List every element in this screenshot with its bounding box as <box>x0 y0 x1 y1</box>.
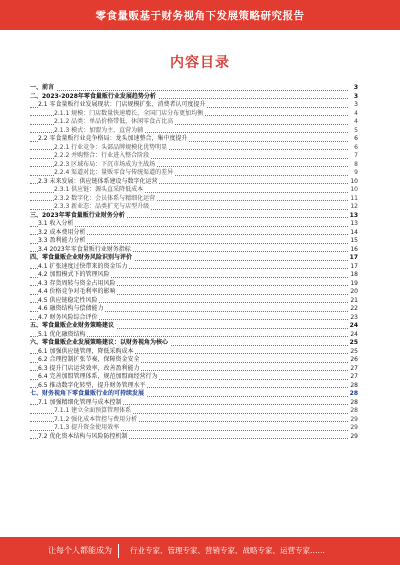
toc-entry-page: 4 <box>354 118 358 125</box>
toc-entry-title: 3.1 收入分析 <box>38 220 74 227</box>
toc-leader-dots <box>30 226 348 227</box>
toc-leader-dots <box>30 90 348 91</box>
toc-entry-title: 4.1 扩张速度过快带来的资金压力 <box>38 262 128 270</box>
toc-entry-page: 3 <box>354 101 358 108</box>
toc-entry-title: 6.4 完善加盟管理体系，规范加盟商经营行为 <box>38 373 158 380</box>
toc-entry-page: 3 <box>353 92 358 100</box>
toc-entry[interactable] <box>30 399 358 408</box>
toc-entry-title: 6.3 提升门店运营效率，改善盈利能力 <box>38 364 140 372</box>
report-title: 零食量贩基于财务视角下发展策略研究报告 <box>95 10 305 22</box>
toc-entry-page: 28 <box>349 390 358 397</box>
toc-entry-title: 2.3.1 供应链：源头直采降低成本 <box>54 186 144 193</box>
toc-entry-page: 27 <box>350 364 358 372</box>
toc-entry-title: 7.1.1 建立全面预算管理体系 <box>54 407 132 414</box>
toc-heading: 内容目录 <box>170 55 230 71</box>
toc-entry-title: 6.2 合理控制扩张节奏，保障资金安全 <box>38 356 140 363</box>
toc-entry-title: 2.1 零食量贩行业发展现状：门店规模扩张、消费者认可度提升 <box>38 101 206 108</box>
toc-entry[interactable] <box>30 178 358 187</box>
toc-entry[interactable] <box>30 305 358 314</box>
toc-entry-page: 19 <box>350 279 358 287</box>
toc-entry-page: 9 <box>354 169 358 176</box>
toc-entry-page: 13 <box>349 211 358 219</box>
footer-slogan: 让每个人都能成为 <box>48 546 112 555</box>
toc-entry-page: 17 <box>350 262 358 270</box>
toc-entry[interactable] <box>30 229 358 238</box>
toc-entry-page: 24 <box>350 330 358 338</box>
toc-entry[interactable] <box>30 195 358 204</box>
toc-entry[interactable] <box>30 84 358 93</box>
toc-entry[interactable] <box>30 152 358 161</box>
table-of-contents <box>30 84 358 441</box>
toc-entry[interactable] <box>30 297 358 306</box>
toc-entry-page: 22 <box>350 305 358 312</box>
toc-entry-title: 3.2 成本费用分析 <box>38 228 86 236</box>
toc-entry-title: 2.1.2 品类：单品价格带低，休闲零食占比高 <box>54 118 174 125</box>
toc-entry-page: 11 <box>350 194 358 202</box>
toc-entry[interactable] <box>30 212 358 221</box>
toc-entry-title: 2.2.1 行业竞争：头部品牌规模化优势明显 <box>54 143 168 151</box>
toc-entry-page: 25 <box>349 339 358 346</box>
toc-entry-title: 五、零食量贩企业财务策略建议 <box>30 322 115 329</box>
toc-entry[interactable] <box>30 365 358 374</box>
toc-entry-page: 13 <box>350 220 358 227</box>
toc-entry[interactable] <box>30 407 358 416</box>
toc-entry-title: 六、零食量贩企业发展策略建议：以财务视角为核心 <box>30 339 169 346</box>
toc-entry-page: 23 <box>350 313 358 321</box>
toc-entry-page: 29 <box>350 424 358 431</box>
footer-tagline: 行业专家、管理专家、营销专家、战略专家、运营专家…… <box>130 546 325 555</box>
toc-entry-title: 2.3 未来发展：供应链体系建设与数字化运营 <box>38 177 158 185</box>
toc-entry[interactable] <box>30 169 358 178</box>
toc-entry-page: 10 <box>350 186 358 193</box>
toc-entry-page: 6 <box>354 135 358 142</box>
toc-entry-page: 29 <box>350 415 358 423</box>
toc-entry-title: 七、财务视角下零食量贩行业的可持续发展 <box>30 390 145 397</box>
toc-entry-title: 3.4 2023年零食量贩行业财务指标 <box>38 245 131 253</box>
toc-entry-page: 26 <box>350 356 358 363</box>
toc-entry[interactable] <box>30 339 358 348</box>
toc-entry-page: 24 <box>349 322 358 329</box>
toc-entry[interactable] <box>30 118 358 127</box>
toc-entry[interactable] <box>30 246 358 255</box>
toc-entry-page: 8 <box>354 160 358 168</box>
toc-entry[interactable] <box>30 237 358 246</box>
toc-entry-page: 12 <box>350 203 358 210</box>
toc-entry-title: 7.2 优化资本结构与风险防控机制 <box>38 432 128 440</box>
toc-entry-page: 18 <box>350 271 358 278</box>
toc-entry-page: 27 <box>350 373 358 380</box>
toc-entry[interactable] <box>30 390 358 399</box>
toc-entry-title: 二、2023-2028年零食量贩行业发展趋势分析 <box>30 92 156 100</box>
toc-entry-title: 2.2.3 区域布局：下沉市场成为主战场 <box>54 160 156 168</box>
toc-entry-title: 3.3 盈利能力分析 <box>38 237 86 244</box>
toc-entry-title: 4.4 价格竞争对毛利率的影响 <box>38 288 116 295</box>
toc-entry-page: 17 <box>349 254 358 261</box>
toc-entry[interactable] <box>30 135 358 144</box>
toc-entry[interactable] <box>30 93 358 102</box>
toc-entry-title: 4.3 存货周转与资金占用风险 <box>38 279 116 287</box>
toc-entry-title: 7.1.3 提升资金使用效率 <box>54 424 120 431</box>
toc-entry[interactable] <box>30 144 358 153</box>
toc-entry[interactable] <box>30 433 358 442</box>
toc-entry-page: 7 <box>354 152 358 159</box>
toc-entry-page: 5 <box>354 126 358 134</box>
toc-entry-title: 6.1 加强供应链管理，降低采购成本 <box>38 347 134 355</box>
toc-entry-title: 2.1.1 规模：门店数量快速增长，全国门店分布更加均衡 <box>54 109 204 117</box>
toc-entry[interactable] <box>30 356 358 365</box>
toc-entry-title: 2.2 零食量贩行业竞争格局：龙头加速整合，集中度提升 <box>38 135 188 142</box>
toc-entry-page: 20 <box>350 288 358 295</box>
toc-entry[interactable] <box>30 288 358 297</box>
toc-entry-title: 6.5 推动数字化转型，提升财务管理水平 <box>38 381 146 389</box>
toc-entry-page: 28 <box>350 398 358 406</box>
toc-entry-title: 4.5 供应链稳定性风险 <box>38 296 98 304</box>
toc-entry[interactable] <box>30 280 358 289</box>
toc-entry[interactable] <box>30 382 358 391</box>
toc-entry-title: 2.1.3 模式：加盟为主，直营为辅 <box>54 126 144 134</box>
toc-entry-title: 7.1.2 强化成本管控与费用分析 <box>54 415 138 423</box>
toc-entry[interactable] <box>30 203 358 212</box>
toc-entry[interactable] <box>30 254 358 263</box>
toc-entry[interactable] <box>30 416 358 425</box>
toc-entry-page: 10 <box>350 177 358 185</box>
toc-entry-title: 7.1 加强精细化管理与成本控制 <box>38 398 122 406</box>
toc-entry[interactable] <box>30 331 358 340</box>
toc-entry-page: 3 <box>353 84 358 91</box>
toc-entry-page: 6 <box>354 143 358 151</box>
toc-entry-page: 28 <box>350 381 358 389</box>
toc-entry[interactable] <box>30 161 358 170</box>
toc-entry-page: 16 <box>350 245 358 253</box>
toc-entry-title: 4.2 加盟模式下的管理风险 <box>38 271 110 278</box>
toc-entry[interactable] <box>30 348 358 357</box>
toc-entry[interactable] <box>30 220 358 229</box>
toc-entry-page: 4 <box>354 109 358 117</box>
report-header-bar <box>0 0 400 30</box>
toc-entry-title: 2.2.4 渠道对比：量贩零食与传统渠道的差异 <box>54 169 174 176</box>
toc-entry[interactable] <box>30 110 358 119</box>
toc-entry-title: 四、零食量贩企业财务风险识别与评价 <box>30 254 133 261</box>
toc-entry[interactable] <box>30 314 358 323</box>
toc-entry-title: 2.3.3 新业态：品类扩充与店型升级 <box>54 203 150 210</box>
toc-entry[interactable] <box>30 263 358 272</box>
toc-entry-title: 5.1 优化融资结构 <box>38 330 86 338</box>
toc-entry-page: 14 <box>350 228 358 236</box>
toc-entry-title: 4.6 融资结构与偿债能力 <box>38 305 104 312</box>
toc-entry-page: 29 <box>350 432 358 440</box>
toc-entry[interactable] <box>30 424 358 433</box>
toc-entry-title: 三、2023年零食量贩行业财务分析 <box>30 211 125 219</box>
toc-entry[interactable] <box>30 322 358 331</box>
toc-entry-page: 21 <box>350 296 358 304</box>
footer-divider <box>118 544 119 558</box>
toc-entry[interactable] <box>30 186 358 195</box>
toc-entry[interactable] <box>30 271 358 280</box>
toc-entry-title: 2.2.2 并购整合：行业进入整合阶段 <box>54 152 150 159</box>
toc-entry-title: 2.3.2 数字化：会员体系与精细化运营 <box>54 194 156 202</box>
toc-entry[interactable] <box>30 127 358 136</box>
toc-entry-page: 15 <box>350 237 358 244</box>
toc-entry-page: 25 <box>350 347 358 355</box>
toc-entry-title: 一、前言 <box>30 84 55 91</box>
footer-bar <box>0 537 400 565</box>
toc-entry[interactable] <box>30 101 358 110</box>
toc-entry-page: 28 <box>350 407 358 414</box>
toc-entry-title: 4.7 财务风险综合评价 <box>38 313 98 321</box>
toc-entry[interactable] <box>30 373 358 382</box>
